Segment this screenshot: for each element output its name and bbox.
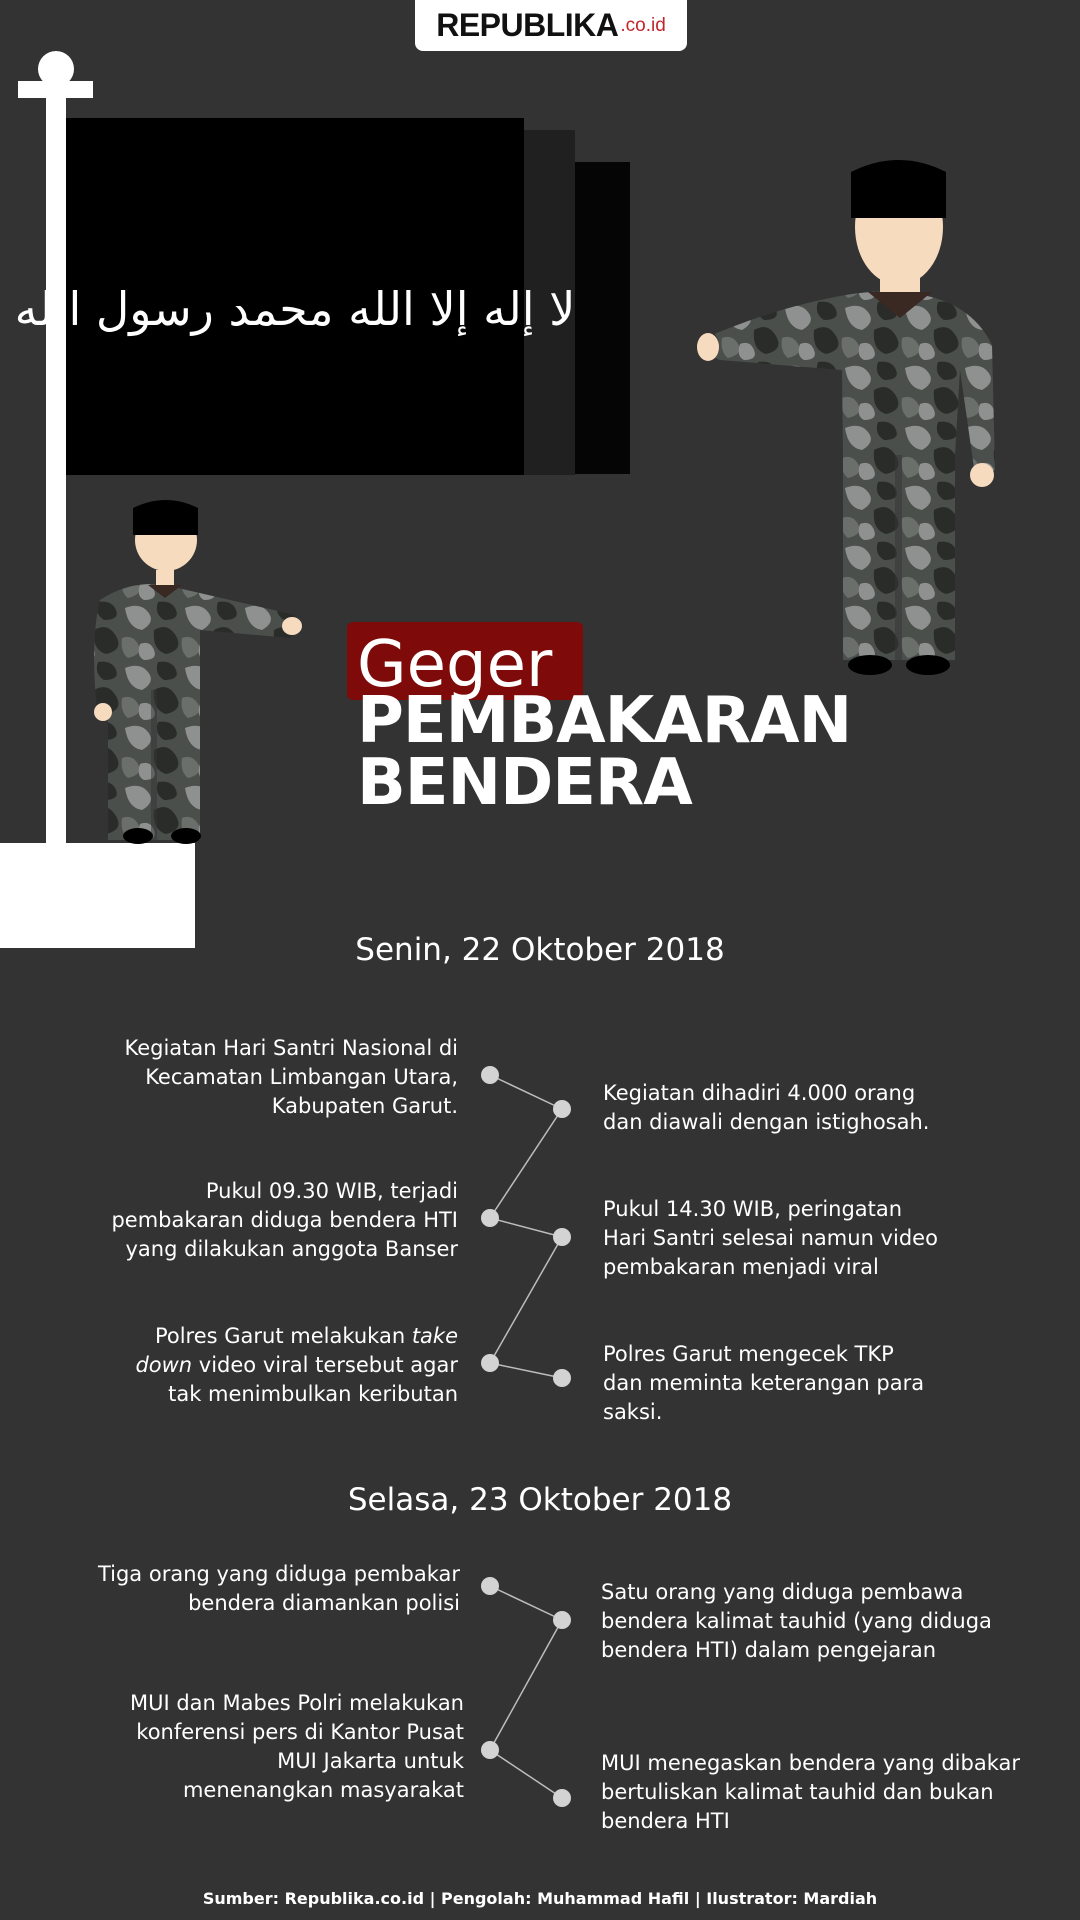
timeline-node bbox=[553, 1789, 571, 1807]
timeline-item: MUI dan Mabes Polri melakukan konferensi pers di Kantor Pusat MUI Jakarta untuk menenangkan masyarakat bbox=[129, 1691, 464, 1802]
logo-domain: .co.id bbox=[620, 14, 666, 36]
timeline-node bbox=[481, 1354, 499, 1372]
timeline-node bbox=[481, 1066, 499, 1084]
timeline-item: Pukul 14.30 WIB, peringatan Hari Santri selesai namun video pembakaran menjadi viral bbox=[603, 1197, 938, 1279]
date-day-2: Selasa, 23 Oktober 2018 bbox=[347, 1482, 733, 1518]
timeline-node bbox=[553, 1611, 571, 1629]
date-day-1: Senin, 22 Oktober 2018 bbox=[355, 932, 725, 968]
flag-inscription: لا إله إلا الله محمد رسول الله bbox=[14, 282, 576, 336]
timeline-node bbox=[481, 1577, 499, 1595]
timeline-node bbox=[481, 1209, 499, 1227]
timeline-item: Polres Garut melakukan take down video viral tersebut agar tak menimbulkan keributan bbox=[135, 1324, 458, 1406]
timeline-node bbox=[553, 1100, 571, 1118]
timeline-item: Tiga orang yang diduga pembakar bendera diamankan polisi bbox=[97, 1562, 460, 1615]
title-highlight: Geger bbox=[357, 628, 553, 702]
title-line-2: BENDERA bbox=[357, 746, 692, 820]
title-line-1: PEMBAKARAN bbox=[357, 684, 852, 758]
timeline-node bbox=[481, 1741, 499, 1759]
logo-wordmark: REPUBLIKA bbox=[436, 7, 619, 43]
credits-footer: Sumber: Republika.co.id | Pengolah: Muhammad Hafil | Ilustrator: Mardiah bbox=[202, 1889, 878, 1908]
timeline-item: Pukul 09.30 WIB, terjadi pembakaran diduga bendera HTI yang dilakukan anggota Banser bbox=[111, 1179, 458, 1261]
figure-small bbox=[94, 500, 302, 844]
timeline-item: Polres Garut mengecek TKP dan meminta keterangan para saksi. bbox=[603, 1342, 925, 1424]
page-title bbox=[357, 684, 852, 820]
timeline-item: MUI menegaskan bendera yang dibakar bertuliskan kalimat tauhid dan bukan bendera HTI bbox=[601, 1751, 1021, 1833]
figure-large bbox=[697, 160, 995, 675]
timeline-node bbox=[553, 1228, 571, 1246]
timeline-item: Kegiatan dihadiri 4.000 orang dan diawali dengan istighosah. bbox=[603, 1081, 930, 1134]
timeline-item: Kegiatan Hari Santri Nasional di Kecamatan Limbangan Utara, Kabupaten Garut. bbox=[124, 1036, 458, 1118]
timeline-item: Satu orang yang diduga pembawa bendera kalimat tauhid (yang diduga bendera HTI) dalam pengejaran bbox=[601, 1580, 992, 1662]
tauhid-flag bbox=[15, 118, 630, 475]
timeline-node bbox=[553, 1369, 571, 1387]
